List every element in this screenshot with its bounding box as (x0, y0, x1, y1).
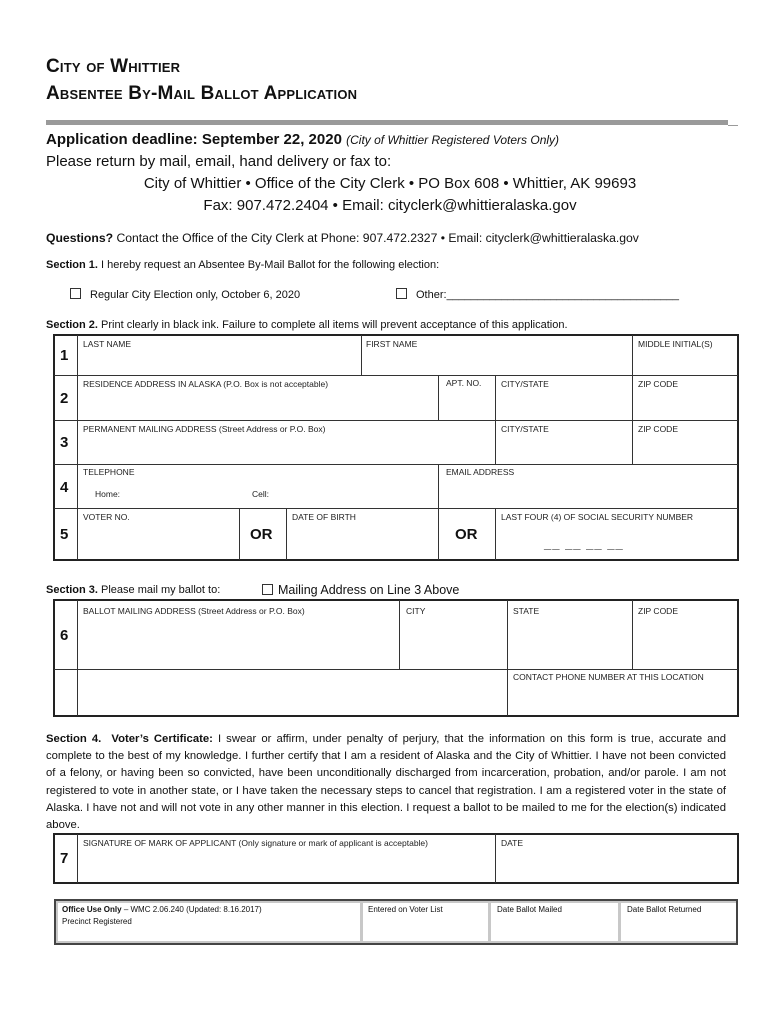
line3-address-option[interactable] (262, 583, 459, 597)
telephone-label: TELEPHONE (83, 467, 135, 477)
residence-address-field[interactable]: RESIDENCE ADDRESS IN ALASKA (P.O. Box is not acceptable) (83, 379, 329, 389)
permanent-address-field[interactable]: PERMANENT MAILING ADDRESS (Street Address or P.O. Box) (83, 424, 326, 434)
office-use-ref: – WMC 2.06.240 (Updated: 8.16.2017) (123, 905, 262, 914)
ballot-address-field[interactable]: BALLOT MAILING ADDRESS (Street Address or P.O. Box) (83, 606, 305, 616)
row-number-1: 1 (60, 347, 69, 364)
ssn-blanks: __ __ __ __ (544, 536, 624, 551)
section3-number-divider (77, 600, 78, 716)
row3-divider-b (632, 420, 633, 464)
row-divider-2 (54, 420, 738, 421)
other-election-option[interactable] (396, 288, 679, 301)
section4-label: Section 4. (46, 733, 102, 745)
voter-certificate (46, 731, 726, 834)
permanent-zip-field[interactable]: ZIP CODE (638, 424, 678, 434)
email-address-field[interactable]: EMAIL ADDRESS (446, 467, 515, 477)
or-separator-2: OR (455, 526, 478, 543)
row4-divider (438, 464, 439, 508)
home-phone-field[interactable]: Home: (95, 489, 121, 499)
section1-label: Section 1. (46, 259, 98, 271)
row5-divider-c (438, 508, 439, 560)
signature-field[interactable]: SIGNATURE OF MARK OF APPLICANT (Only signature or mark of applicant is acceptable) (83, 838, 428, 848)
office-use-cell-4 (621, 903, 736, 941)
office-use-cell-1 (58, 903, 360, 941)
office-use-cell-3 (491, 903, 618, 941)
line3-address-checkbox[interactable] (262, 584, 273, 595)
row3-divider-a (495, 420, 496, 464)
row-number-6: 6 (60, 627, 69, 644)
date-ballot-returned-field: Date Ballot Returned (627, 905, 702, 914)
office-use-box (54, 899, 738, 945)
or-separator-1: OR (250, 526, 273, 543)
form-title-line2: Absentee By-Mail Ballot Application (46, 83, 358, 104)
last-name-field[interactable]: LAST NAME (83, 339, 132, 349)
row2-divider-a (438, 375, 439, 420)
section3-table (53, 599, 739, 717)
section4-divider (495, 834, 496, 883)
ballot-city-field[interactable]: CITY (406, 606, 426, 616)
questions-label: Questions? (46, 231, 114, 245)
office-use-cell-2 (363, 903, 488, 941)
row-number-7: 7 (60, 850, 69, 867)
line3-address-label: Mailing Address on Line 3 Above (278, 583, 460, 597)
header-rule (46, 120, 728, 125)
other-election-checkbox[interactable] (396, 288, 407, 299)
row1-divider-b (632, 335, 633, 375)
form-title-line1: City of Whittier (46, 56, 181, 77)
office-use-title: Office Use Only (62, 905, 122, 914)
row-number-2: 2 (60, 390, 69, 407)
office-use-title-line (62, 905, 262, 914)
row-number-4: 4 (60, 479, 69, 496)
section2-table (53, 334, 739, 561)
section4-number-divider (77, 834, 78, 883)
section2-text: Print clearly in black ink. Failure to complete all items will prevent acceptance of this application. (101, 319, 568, 331)
section3-divider-c (632, 600, 633, 669)
entered-on-voter-list-field: Entered on Voter List (368, 905, 443, 914)
residence-city-state-field[interactable]: CITY/STATE (501, 379, 549, 389)
row-divider-4 (54, 508, 738, 509)
date-ballot-mailed-field: Date Ballot Mailed (497, 905, 562, 914)
first-name-field[interactable]: FIRST NAME (366, 339, 418, 349)
section1-text: I hereby request an Absentee By-Mail Ballot for the following election: (101, 259, 440, 271)
regular-election-option[interactable] (70, 288, 300, 301)
section3-text: Please mail my ballot to: (101, 584, 221, 596)
voter-no-field[interactable]: VOTER NO. (83, 512, 130, 522)
row2-divider-c (632, 375, 633, 420)
section4-heading: Voter’s Certificate: (111, 733, 213, 745)
row-number-3: 3 (60, 434, 69, 451)
precinct-registered-field: Precinct Registered (62, 917, 132, 926)
middle-initial-field[interactable]: MIDDLE INITIAL(S) (638, 339, 713, 349)
date-of-birth-field[interactable]: DATE OF BIRTH (292, 512, 356, 522)
contact-phone-field[interactable]: CONTACT PHONE NUMBER AT THIS LOCATION (513, 672, 704, 682)
questions-line (46, 231, 639, 245)
deadline-line (46, 131, 559, 148)
section1-heading (46, 259, 439, 271)
section3-divider-a (399, 600, 400, 669)
section3-heading (46, 584, 220, 596)
section3-divider-b (507, 600, 508, 716)
section3-label: Section 3. (46, 584, 98, 596)
section4-text: I swear or affirm, under penalty of perjury, that the information on this form is true, accurate and complete to the best of my knowledge. I further certify that I am a resident of Alaska and the City of Whittier. I have not been convicted of a felony, or having been so convicted, have been unconditionally discharged from incarceration, probation, and/or parole. I am not registered to vote in another state, or I have taken the necessary steps to cancel that registration. I am a registered voter in the state of Alaska. I have not and will not vote in any other manner in this election. I request a ballot to be mailed to me for the election(s) indicated above. (46, 733, 727, 832)
row5-divider-b (286, 508, 287, 560)
header-rule-tail (728, 125, 738, 126)
ballot-state-field[interactable]: STATE (513, 606, 540, 616)
ssn-field[interactable]: LAST FOUR (4) OF SOCIAL SECURITY NUMBER (501, 512, 694, 522)
residence-zip-field[interactable]: ZIP CODE (638, 379, 678, 389)
apt-no-field[interactable]: APT. NO. (446, 378, 482, 388)
other-election-label: Other:______________________________________ (416, 289, 680, 301)
section2-label: Section 2. (46, 319, 98, 331)
return-instructions: Please return by mail, email, hand delivery or fax to: (46, 153, 392, 170)
row2-divider-b (495, 375, 496, 420)
regular-election-label: Regular City Election only, October 6, 2020 (90, 289, 301, 301)
row-divider-1 (54, 375, 738, 376)
clerk-address: City of Whittier • Office of the City Clerk • PO Box 608 • Whittier, AK 99693 (143, 175, 637, 192)
signature-date-field[interactable]: DATE (501, 838, 524, 848)
row-number-5: 5 (60, 526, 69, 543)
row1-divider-a (361, 335, 362, 375)
number-column-divider (77, 335, 78, 560)
section3-row-divider (54, 669, 738, 670)
row5-divider-d (495, 508, 496, 560)
section2-heading (46, 319, 568, 331)
row5-divider-a (239, 508, 240, 560)
permanent-city-state-field[interactable]: CITY/STATE (501, 424, 549, 434)
row-divider-3 (54, 464, 738, 465)
questions-text: Contact the Office of the City Clerk at Phone: 907.472.2327 • Email: cityclerk@whittieralaska.gov (116, 231, 639, 245)
regular-election-checkbox[interactable] (70, 288, 81, 299)
fax-email-line: Fax: 907.472.2404 • Email: cityclerk@whittieralaska.gov (203, 197, 577, 214)
deadline-note: (City of Whittier Registered Voters Only) (346, 133, 560, 147)
ballot-zip-field[interactable]: ZIP CODE (638, 606, 678, 616)
cell-phone-field[interactable]: Cell: (252, 489, 270, 499)
deadline-text: Application deadline: September 22, 2020 (46, 131, 342, 148)
